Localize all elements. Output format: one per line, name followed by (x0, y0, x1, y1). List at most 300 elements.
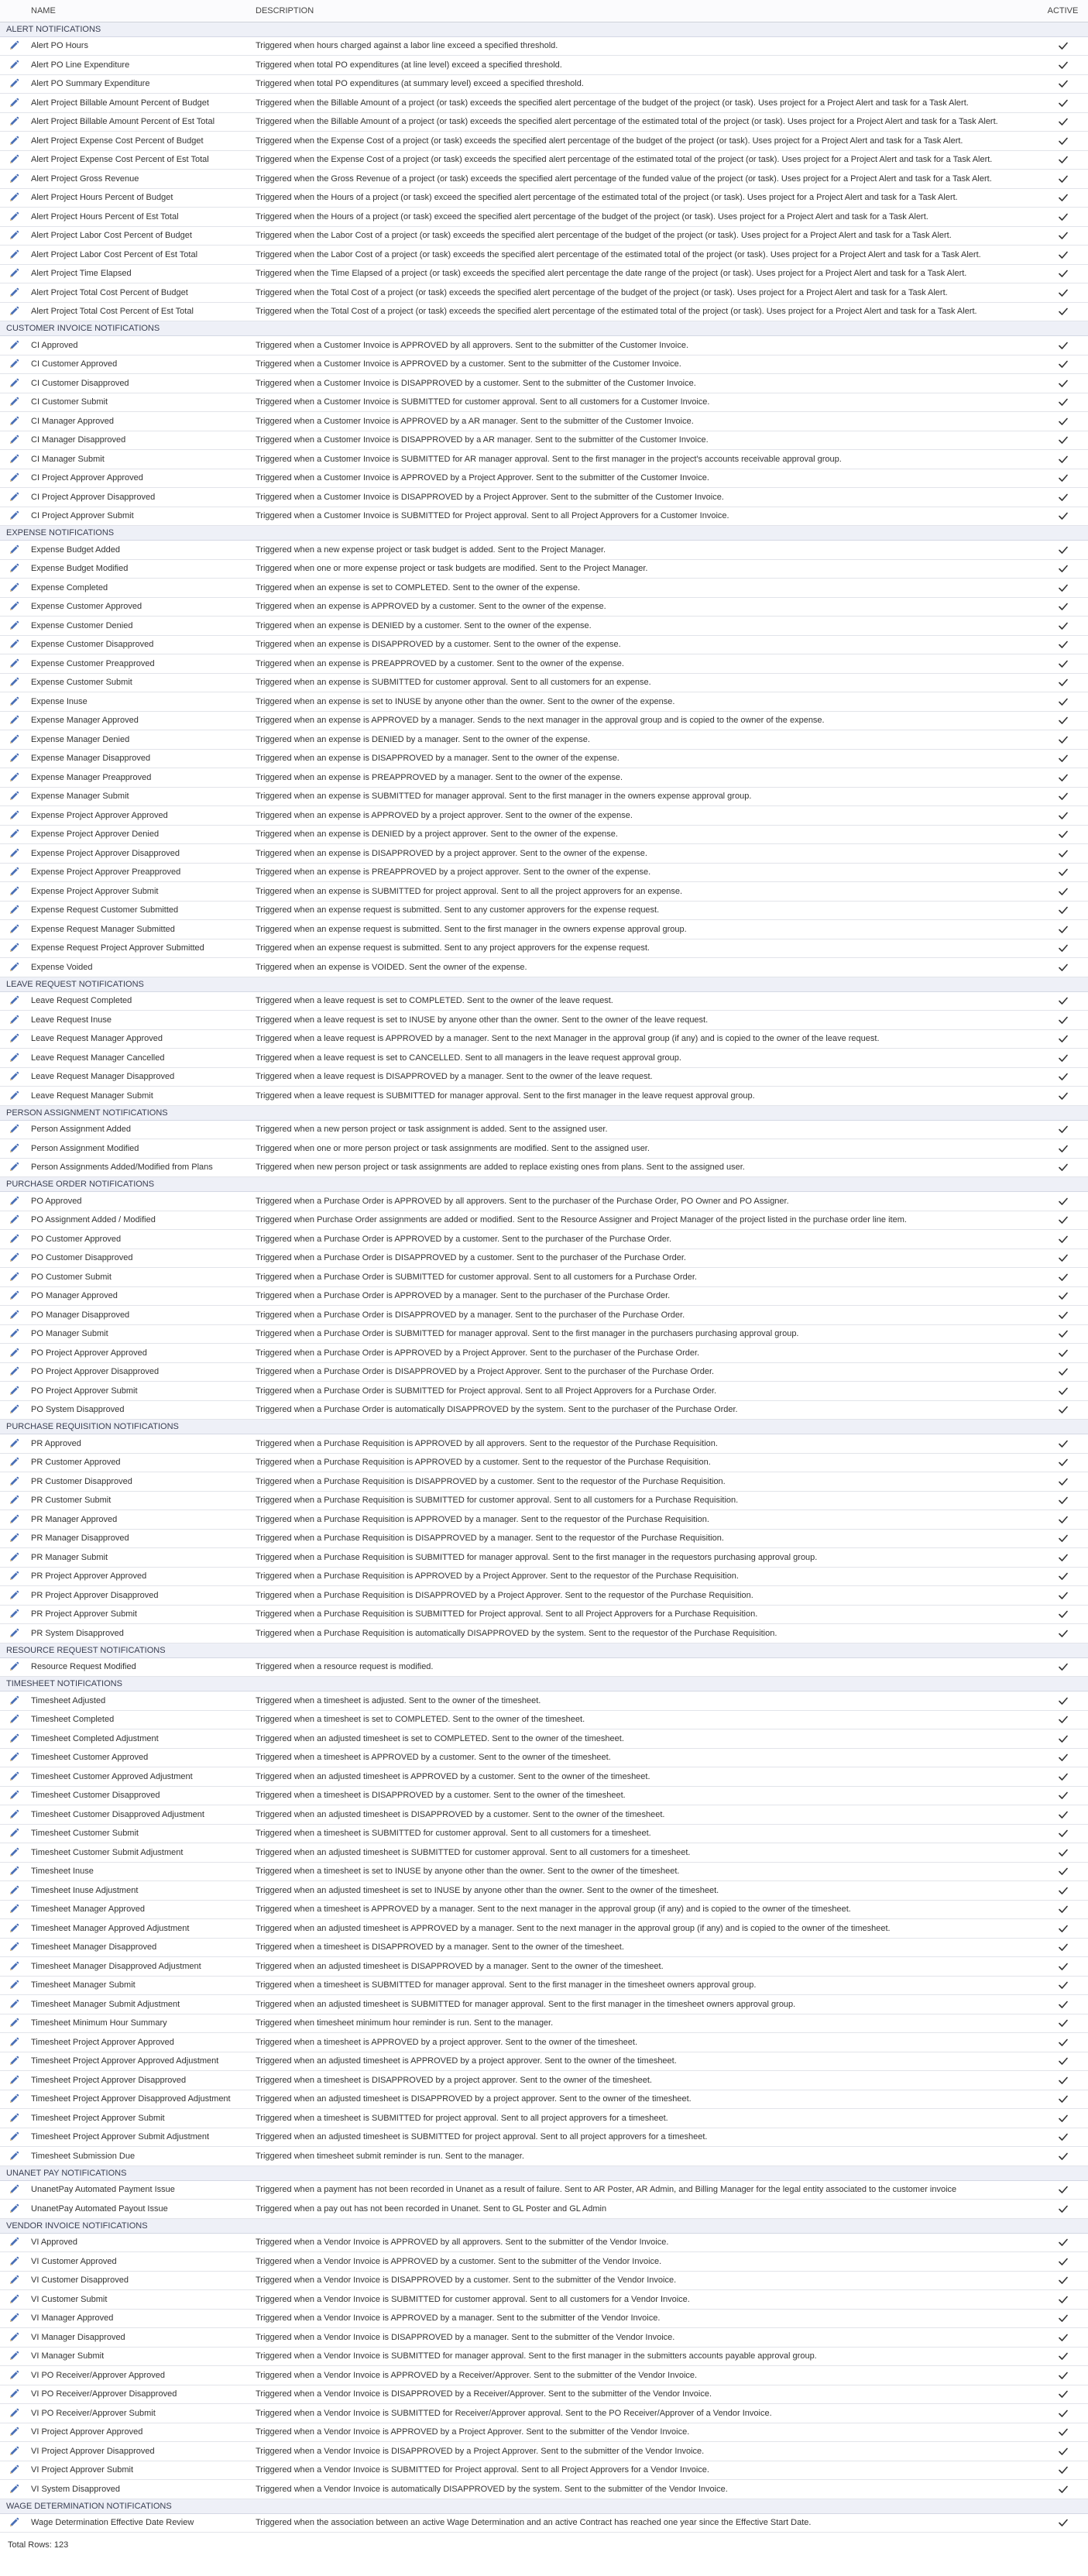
table-row[interactable] (0, 1011, 1088, 1030)
edit-cell[interactable] (0, 1843, 28, 1863)
table-row[interactable] (0, 2233, 1088, 2252)
table-row[interactable] (0, 2328, 1088, 2348)
pencil-icon[interactable] (8, 1532, 20, 1544)
table-row[interactable] (0, 1400, 1088, 1420)
edit-cell[interactable] (0, 559, 28, 579)
edit-cell[interactable] (0, 1805, 28, 1825)
edit-cell[interactable] (0, 1139, 28, 1159)
pencil-icon[interactable] (8, 790, 20, 802)
pencil-icon[interactable] (8, 1403, 20, 1416)
pencil-icon[interactable] (8, 1551, 20, 1564)
pencil-icon[interactable] (8, 1437, 20, 1450)
table-row[interactable] (0, 450, 1088, 469)
table-row[interactable] (0, 208, 1088, 227)
pencil-icon[interactable] (8, 1789, 20, 1801)
edit-cell[interactable] (0, 170, 28, 189)
table-row[interactable] (0, 56, 1088, 75)
edit-cell[interactable] (0, 1192, 28, 1211)
table-row[interactable] (0, 844, 1088, 864)
pencil-icon[interactable] (8, 1214, 20, 1226)
edit-cell[interactable] (0, 132, 28, 151)
table-row[interactable] (0, 768, 1088, 788)
pencil-icon[interactable] (8, 1827, 20, 1839)
edit-cell[interactable] (0, 1067, 28, 1087)
pencil-icon[interactable] (8, 1052, 20, 1064)
edit-cell[interactable] (0, 863, 28, 882)
edit-cell[interactable] (0, 749, 28, 768)
table-row[interactable] (0, 1692, 1088, 1711)
edit-cell[interactable] (0, 412, 28, 431)
table-row[interactable] (0, 1567, 1088, 1586)
pencil-icon[interactable] (8, 2426, 20, 2438)
edit-cell[interactable] (0, 302, 28, 321)
table-row[interactable] (0, 1862, 1088, 1881)
pencil-icon[interactable] (8, 339, 20, 352)
table-row[interactable] (0, 863, 1088, 882)
table-row[interactable] (0, 1919, 1088, 1939)
pencil-icon[interactable] (8, 115, 20, 128)
pencil-icon[interactable] (8, 434, 20, 446)
edit-cell[interactable] (0, 654, 28, 674)
pencil-icon[interactable] (8, 1589, 20, 1602)
table-row[interactable] (0, 374, 1088, 393)
pencil-icon[interactable] (8, 2093, 20, 2105)
pencil-icon[interactable] (8, 1494, 20, 1506)
pencil-icon[interactable] (8, 1513, 20, 1526)
table-row[interactable] (0, 1192, 1088, 1211)
edit-cell[interactable] (0, 246, 28, 265)
edit-cell[interactable] (0, 806, 28, 826)
pencil-icon[interactable] (8, 1846, 20, 1859)
edit-cell[interactable] (0, 844, 28, 864)
edit-cell[interactable] (0, 1824, 28, 1843)
edit-cell[interactable] (0, 1453, 28, 1472)
pencil-icon[interactable] (8, 1808, 20, 1821)
header-name[interactable]: NAME (28, 0, 252, 22)
edit-cell[interactable] (0, 1748, 28, 1767)
edit-cell[interactable] (0, 1158, 28, 1177)
edit-cell[interactable] (0, 2290, 28, 2310)
table-row[interactable] (0, 825, 1088, 844)
table-row[interactable] (0, 1344, 1088, 1363)
edit-cell[interactable] (0, 1957, 28, 1977)
edit-cell[interactable] (0, 74, 28, 94)
pencil-icon[interactable] (8, 1385, 20, 1397)
table-row[interactable] (0, 1824, 1088, 1843)
edit-cell[interactable] (0, 2328, 28, 2348)
edit-cell[interactable] (0, 901, 28, 920)
edit-cell[interactable] (0, 673, 28, 692)
edit-cell[interactable] (0, 1862, 28, 1881)
table-row[interactable] (0, 1324, 1088, 1344)
table-row[interactable] (0, 1158, 1088, 1177)
table-row[interactable] (0, 541, 1088, 560)
table-row[interactable] (0, 2200, 1088, 2219)
table-row[interactable] (0, 1729, 1088, 1749)
pencil-icon[interactable] (8, 287, 20, 299)
table-row[interactable] (0, 302, 1088, 321)
pencil-icon[interactable] (8, 2183, 20, 2196)
pencil-icon[interactable] (8, 396, 20, 408)
pencil-icon[interactable] (8, 2331, 20, 2344)
edit-cell[interactable] (0, 787, 28, 806)
pencil-icon[interactable] (8, 1365, 20, 1378)
table-row[interactable] (0, 1938, 1088, 1957)
pencil-icon[interactable] (8, 2074, 20, 2087)
edit-cell[interactable] (0, 1976, 28, 1995)
pencil-icon[interactable] (8, 2350, 20, 2362)
pencil-icon[interactable] (8, 77, 20, 90)
edit-cell[interactable] (0, 1211, 28, 1230)
table-row[interactable] (0, 1362, 1088, 1382)
edit-cell[interactable] (0, 1529, 28, 1548)
table-row[interactable] (0, 2480, 1088, 2499)
edit-cell[interactable] (0, 1710, 28, 1729)
edit-cell[interactable] (0, 1382, 28, 1401)
edit-cell[interactable] (0, 939, 28, 958)
edit-cell[interactable] (0, 1900, 28, 1919)
table-row[interactable] (0, 1087, 1088, 1106)
table-row[interactable] (0, 2033, 1088, 2052)
edit-cell[interactable] (0, 2404, 28, 2423)
pencil-icon[interactable] (8, 961, 20, 974)
edit-cell[interactable] (0, 2347, 28, 2366)
edit-cell[interactable] (0, 1567, 28, 1586)
pencil-icon[interactable] (8, 1233, 20, 1245)
pencil-icon[interactable] (8, 904, 20, 916)
edit-cell[interactable] (0, 1491, 28, 1510)
pencil-icon[interactable] (8, 2388, 20, 2400)
pencil-icon[interactable] (8, 2464, 20, 2476)
table-row[interactable] (0, 2128, 1088, 2147)
table-row[interactable] (0, 246, 1088, 265)
edit-cell[interactable] (0, 2233, 28, 2252)
edit-cell[interactable] (0, 188, 28, 208)
edit-cell[interactable] (0, 617, 28, 636)
pencil-icon[interactable] (8, 1960, 20, 1973)
edit-cell[interactable] (0, 920, 28, 939)
table-row[interactable] (0, 1029, 1088, 1049)
table-row[interactable] (0, 2252, 1088, 2272)
pencil-icon[interactable] (8, 942, 20, 954)
table-row[interactable] (0, 488, 1088, 507)
pencil-icon[interactable] (8, 510, 20, 522)
edit-cell[interactable] (0, 768, 28, 788)
table-row[interactable] (0, 2290, 1088, 2310)
edit-cell[interactable] (0, 488, 28, 507)
edit-cell[interactable] (0, 2033, 28, 2052)
edit-cell[interactable] (0, 226, 28, 246)
edit-cell[interactable] (0, 2052, 28, 2071)
edit-cell[interactable] (0, 2309, 28, 2328)
pencil-icon[interactable] (8, 1309, 20, 1321)
pencil-icon[interactable] (8, 1327, 20, 1340)
table-row[interactable] (0, 787, 1088, 806)
table-row[interactable] (0, 1605, 1088, 1624)
pencil-icon[interactable] (8, 2293, 20, 2306)
edit-cell[interactable] (0, 1087, 28, 1106)
pencil-icon[interactable] (8, 1733, 20, 1745)
pencil-icon[interactable] (8, 211, 20, 223)
edit-cell[interactable] (0, 1049, 28, 1068)
table-row[interactable] (0, 2513, 1088, 2533)
table-row[interactable] (0, 991, 1088, 1011)
edit-cell[interactable] (0, 2071, 28, 2090)
table-row[interactable] (0, 2347, 1088, 2366)
edit-cell[interactable] (0, 2442, 28, 2461)
pencil-icon[interactable] (8, 2274, 20, 2286)
table-row[interactable] (0, 1067, 1088, 1087)
pencil-icon[interactable] (8, 2203, 20, 2215)
edit-cell[interactable] (0, 597, 28, 617)
edit-cell[interactable] (0, 2461, 28, 2480)
pencil-icon[interactable] (8, 1161, 20, 1173)
table-row[interactable] (0, 226, 1088, 246)
pencil-icon[interactable] (8, 994, 20, 1007)
pencil-icon[interactable] (8, 2312, 20, 2324)
pencil-icon[interactable] (8, 472, 20, 484)
pencil-icon[interactable] (8, 1195, 20, 1207)
table-row[interactable] (0, 1211, 1088, 1230)
edit-cell[interactable] (0, 355, 28, 374)
pencil-icon[interactable] (8, 1922, 20, 1935)
edit-cell[interactable] (0, 1605, 28, 1624)
table-row[interactable] (0, 1306, 1088, 1325)
pencil-icon[interactable] (8, 249, 20, 261)
table-row[interactable] (0, 2442, 1088, 2461)
table-row[interactable] (0, 2385, 1088, 2404)
pencil-icon[interactable] (8, 1290, 20, 1302)
pencil-icon[interactable] (8, 1608, 20, 1620)
pencil-icon[interactable] (8, 453, 20, 465)
table-row[interactable] (0, 749, 1088, 768)
table-row[interactable] (0, 1843, 1088, 1863)
table-row[interactable] (0, 1472, 1088, 1492)
edit-cell[interactable] (0, 635, 28, 654)
pencil-icon[interactable] (8, 1032, 20, 1045)
edit-cell[interactable] (0, 1344, 28, 1363)
table-row[interactable] (0, 882, 1088, 902)
edit-cell[interactable] (0, 1938, 28, 1957)
pencil-icon[interactable] (8, 191, 20, 204)
table-row[interactable] (0, 1491, 1088, 1510)
edit-cell[interactable] (0, 112, 28, 132)
header-description[interactable]: DESCRIPTION (252, 0, 1038, 22)
table-row[interactable] (0, 393, 1088, 412)
edit-cell[interactable] (0, 2090, 28, 2109)
table-row[interactable] (0, 2014, 1088, 2033)
pencil-icon[interactable] (8, 1661, 20, 1673)
edit-cell[interactable] (0, 1230, 28, 1249)
pencil-icon[interactable] (8, 2255, 20, 2268)
edit-cell[interactable] (0, 2480, 28, 2499)
pencil-icon[interactable] (8, 2036, 20, 2049)
table-row[interactable] (0, 188, 1088, 208)
pencil-icon[interactable] (8, 676, 20, 689)
pencil-icon[interactable] (8, 1627, 20, 1640)
pencil-icon[interactable] (8, 828, 20, 840)
edit-cell[interactable] (0, 2271, 28, 2290)
pencil-icon[interactable] (8, 59, 20, 71)
edit-cell[interactable] (0, 2109, 28, 2128)
pencil-icon[interactable] (8, 135, 20, 147)
pencil-icon[interactable] (8, 2407, 20, 2420)
pencil-icon[interactable] (8, 1014, 20, 1026)
table-row[interactable] (0, 2366, 1088, 2385)
table-row[interactable] (0, 2071, 1088, 2090)
table-row[interactable] (0, 36, 1088, 56)
table-row[interactable] (0, 2423, 1088, 2442)
pencil-icon[interactable] (8, 2516, 20, 2529)
pencil-icon[interactable] (8, 885, 20, 898)
pencil-icon[interactable] (8, 658, 20, 670)
edit-cell[interactable] (0, 264, 28, 283)
edit-cell[interactable] (0, 1472, 28, 1492)
edit-cell[interactable] (0, 1548, 28, 1568)
table-row[interactable] (0, 2180, 1088, 2200)
edit-cell[interactable] (0, 36, 28, 56)
edit-cell[interactable] (0, 991, 28, 1011)
pencil-icon[interactable] (8, 377, 20, 390)
pencil-icon[interactable] (8, 358, 20, 370)
pencil-icon[interactable] (8, 809, 20, 822)
table-row[interactable] (0, 692, 1088, 712)
edit-cell[interactable] (0, 2147, 28, 2166)
edit-cell[interactable] (0, 958, 28, 977)
pencil-icon[interactable] (8, 847, 20, 860)
edit-cell[interactable] (0, 1624, 28, 1643)
table-row[interactable] (0, 412, 1088, 431)
pencil-icon[interactable] (8, 153, 20, 166)
edit-cell[interactable] (0, 431, 28, 450)
table-row[interactable] (0, 1767, 1088, 1787)
pencil-icon[interactable] (8, 2483, 20, 2495)
table-row[interactable] (0, 939, 1088, 958)
pencil-icon[interactable] (8, 582, 20, 594)
edit-cell[interactable] (0, 541, 28, 560)
edit-cell[interactable] (0, 1586, 28, 1606)
edit-cell[interactable] (0, 1011, 28, 1030)
edit-cell[interactable] (0, 150, 28, 170)
pencil-icon[interactable] (8, 2112, 20, 2124)
pencil-icon[interactable] (8, 229, 20, 242)
pencil-icon[interactable] (8, 267, 20, 280)
pencil-icon[interactable] (8, 544, 20, 556)
pencil-icon[interactable] (8, 1713, 20, 1726)
table-row[interactable] (0, 1976, 1088, 1995)
pencil-icon[interactable] (8, 752, 20, 764)
table-row[interactable] (0, 806, 1088, 826)
pencil-icon[interactable] (8, 733, 20, 746)
table-row[interactable] (0, 1624, 1088, 1643)
table-row[interactable] (0, 597, 1088, 617)
table-row[interactable] (0, 150, 1088, 170)
pencil-icon[interactable] (8, 1142, 20, 1155)
table-row[interactable] (0, 355, 1088, 374)
table-row[interactable] (0, 1230, 1088, 1249)
table-row[interactable] (0, 1548, 1088, 1568)
pencil-icon[interactable] (8, 305, 20, 318)
table-row[interactable] (0, 1249, 1088, 1268)
table-row[interactable] (0, 2271, 1088, 2290)
table-row[interactable] (0, 2109, 1088, 2128)
table-row[interactable] (0, 1710, 1088, 1729)
table-row[interactable] (0, 469, 1088, 488)
table-row[interactable] (0, 2147, 1088, 2166)
edit-cell[interactable] (0, 507, 28, 526)
table-row[interactable] (0, 1957, 1088, 1977)
edit-cell[interactable] (0, 283, 28, 303)
edit-cell[interactable] (0, 2513, 28, 2533)
edit-cell[interactable] (0, 1767, 28, 1787)
table-row[interactable] (0, 2090, 1088, 2109)
edit-cell[interactable] (0, 1120, 28, 1139)
table-row[interactable] (0, 711, 1088, 730)
edit-cell[interactable] (0, 1657, 28, 1677)
pencil-icon[interactable] (8, 1865, 20, 1877)
table-row[interactable] (0, 1657, 1088, 1677)
table-row[interactable] (0, 1748, 1088, 1767)
pencil-icon[interactable] (8, 1695, 20, 1707)
table-row[interactable] (0, 1586, 1088, 1606)
pencil-icon[interactable] (8, 39, 20, 52)
edit-cell[interactable] (0, 1029, 28, 1049)
edit-cell[interactable] (0, 1692, 28, 1711)
edit-cell[interactable] (0, 579, 28, 598)
table-row[interactable] (0, 617, 1088, 636)
edit-cell[interactable] (0, 1268, 28, 1287)
table-row[interactable] (0, 559, 1088, 579)
pencil-icon[interactable] (8, 600, 20, 613)
edit-cell[interactable] (0, 2252, 28, 2272)
table-row[interactable] (0, 1995, 1088, 2014)
pencil-icon[interactable] (8, 1070, 20, 1083)
pencil-icon[interactable] (8, 491, 20, 503)
table-row[interactable] (0, 283, 1088, 303)
pencil-icon[interactable] (8, 562, 20, 575)
edit-cell[interactable] (0, 1249, 28, 1268)
table-row[interactable] (0, 2404, 1088, 2423)
table-row[interactable] (0, 264, 1088, 283)
pencil-icon[interactable] (8, 1252, 20, 1264)
pencil-icon[interactable] (8, 415, 20, 428)
pencil-icon[interactable] (8, 2445, 20, 2458)
table-row[interactable] (0, 1510, 1088, 1530)
pencil-icon[interactable] (8, 1456, 20, 1468)
edit-cell[interactable] (0, 2366, 28, 2385)
table-row[interactable] (0, 1529, 1088, 1548)
edit-cell[interactable] (0, 1362, 28, 1382)
pencil-icon[interactable] (8, 2369, 20, 2382)
edit-cell[interactable] (0, 2200, 28, 2219)
table-row[interactable] (0, 74, 1088, 94)
table-row[interactable] (0, 730, 1088, 750)
pencil-icon[interactable] (8, 1570, 20, 1582)
table-row[interactable] (0, 1120, 1088, 1139)
pencil-icon[interactable] (8, 1271, 20, 1283)
edit-cell[interactable] (0, 711, 28, 730)
edit-cell[interactable] (0, 2385, 28, 2404)
table-row[interactable] (0, 1881, 1088, 1901)
edit-cell[interactable] (0, 1995, 28, 2014)
pencil-icon[interactable] (8, 1941, 20, 1953)
edit-cell[interactable] (0, 2423, 28, 2442)
pencil-icon[interactable] (8, 1347, 20, 1359)
pencil-icon[interactable] (8, 866, 20, 878)
table-row[interactable] (0, 901, 1088, 920)
pencil-icon[interactable] (8, 2150, 20, 2162)
pencil-icon[interactable] (8, 771, 20, 784)
